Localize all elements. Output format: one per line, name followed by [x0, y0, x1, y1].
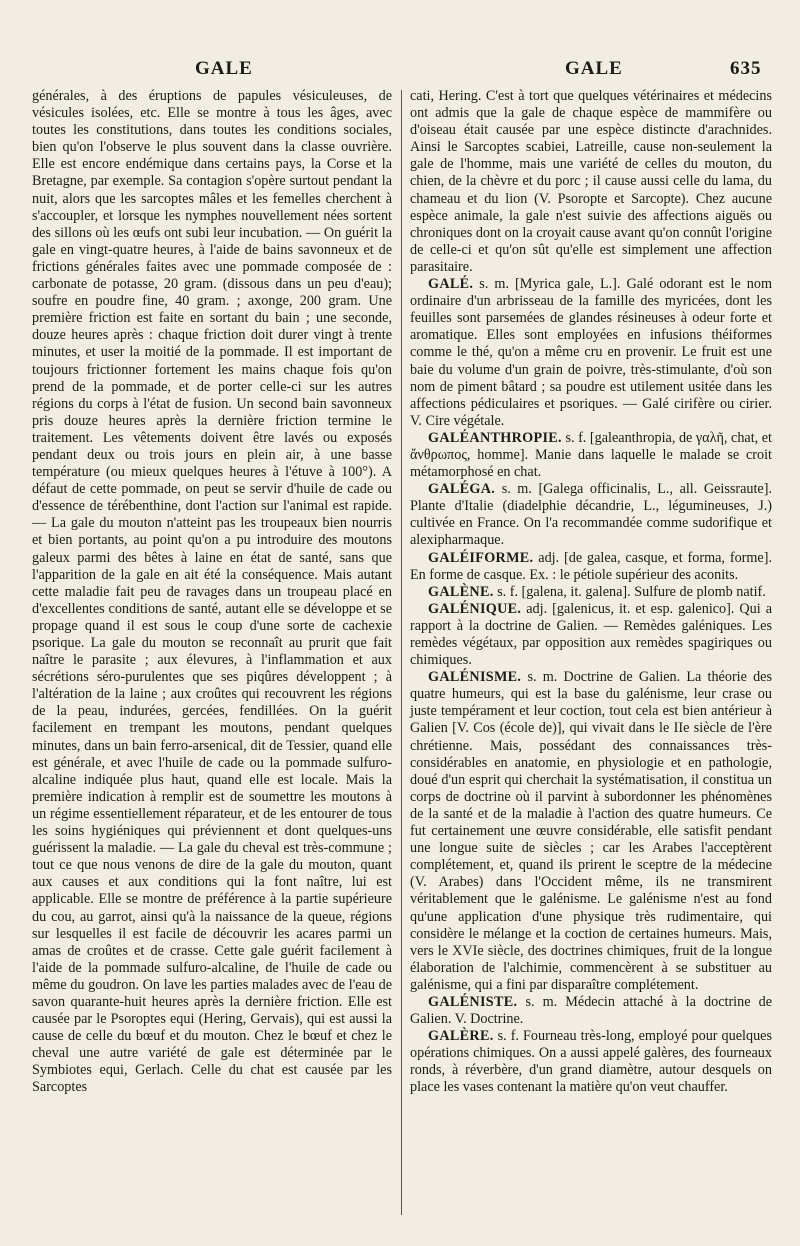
entry-gale-plant — [410, 276, 772, 430]
entry-galenisme — [410, 669, 772, 994]
entry-galeiforme — [410, 550, 772, 584]
left-column — [32, 88, 392, 1097]
headword: GALÉGA. — [428, 481, 496, 498]
entry-body: s. f. [galena, it. galena]. Sulfure de plomb natif. — [493, 583, 766, 600]
entry-body: s. m. Doctrine de Galien. La théorie des quatre humeurs, qui est la base du galénisme, leur crase ou juste tempérament et leur coction, tout cela est bien antérieur à Galien [V. Cos (école de)], qui vivait dans le IIe siècle de l'ère chrétienne. Mais, possédant des connaissances très-considérables en anatomie, en physiologie et en pathologie, doué d'un esprit qui cherchait la systématisation, il constitua un corps de doctrine où il parvint à subordonner les phénomènes de la santé et de la maladie à l'action des quatre humeurs. Ce fut certainement une œuvre considérable, elle satisfit pendant une longue suite de siècles ; car les Arabes l'acceptèrent complétement, et, quand ils prirent le sceptre de la médecine (V. Arabes) dans l'Occident même, ils ne transmirent véritablement que le galénisme. Le galénisme n'est au fond qu'une application d'une physique très rudimentaire, qui considère le mélange et la coction de certaines humeurs. Mais, vers le XVIe siècle, des doctrines chimiques, fruit de la longue élaboration de l'alchimie, commencèrent à se substituer au galénisme, qui a fini par disparaître complétement. — [410, 669, 772, 993]
running-header — [0, 58, 800, 84]
entry-galeniste — [410, 994, 772, 1028]
headword: GALÉIFORME. — [428, 549, 534, 566]
entry-body: cati, Hering. C'est à tort que quelques vétérinaires et médecins ont admis que la gale de chaque espèce de mammifère ou d'oiseau était causée par une espèce distincte d'arachnides. Ainsi le Sarcoptes scabiei, Latreille, cause non-seulement la gale de l'homme, mais une variété de celles du mouton, du chien, de la chèvre et du porc ; il cause aussi celle du lama, du chameau et du lion (V. Psoropte et Sarcopte). Chez aucune espèce animale, la gale n'est suivie des affections aiguës ou chroniques dont on la croyait cause avant qu'on connût l'origine de celle-ci et qu'on sût qu'elle est simplement une affection parasitaire. — [410, 88, 772, 275]
left-running-title: GALE — [195, 58, 253, 79]
column-divider — [401, 90, 402, 1215]
page-number: 635 — [730, 58, 762, 79]
entry-galene — [410, 584, 772, 601]
entry-galega — [410, 481, 772, 549]
continued-entry — [410, 88, 772, 276]
headword: GALÉ. — [428, 276, 474, 293]
entry-body: s. f. Fourneau très-long, employé pour quelques opérations chimiques. On a aussi appelé galères, des fourneaux ronds, à réverbère, d'un grand diamètre, autour desquels on place les vases contenant la matière qu'on veut chauffer. — [410, 1028, 772, 1096]
headword: GALÉNISME. — [428, 669, 522, 686]
headword: GALÉNIQUE. — [428, 600, 522, 617]
entry-galenique — [410, 601, 772, 669]
entry-galere — [410, 1028, 772, 1096]
entry-body: adj. [galenicus, it. et esp. galenico]. Qui a rapport à la doctrine de Galien. — Remèdes galéniques. Les remèdes végétaux, par opposition aux remèdes spagiriques ou chimiques. — [410, 600, 772, 669]
entry-body: adj. [de galea, casque, et forma, forme]. En forme de casque. Ex. : le pétiole supérieur des aconits. — [410, 549, 772, 583]
headword: GALÈRE. — [428, 1028, 494, 1045]
left-column-text: générales, à des éruptions de papules vésiculeuses, de vésicules isolées, etc. Elle se montre à tous les âges, avec toutes les constitutions, dans toutes les conditions sociales, bien qu'on l'observe le plus souvent dans la classe ouvrière. Elle est encore endémique dans certains pays, la Corse et la Bretagne, par exemple. Sa contagion s'opère surtout pendant la nuit, alors que les sarcoptes mâles et les femelles cherchent à s'accoupler, et lorsque les nymphes nouvellement nées sortent des sillons où les œufs ont subi leur incubation. — On guérit la gale en vingt-quatre heures, à l'aide de bains savonneux et de frictions générales faites avec une pommade composée de : carbonate de potasse, 20 gram. (dissous dans un peu d'eau); soufre en poudre fine, 40 gram. ; axonge, 200 gram. Une première friction est faite en sortant du bain ; une seconde, douze heures après : chaque friction doit durer vingt à trente minutes, et user la moitié de la pommade. Il est important de toujours frictionner fortement les mains chaque fois qu'on prend de la pommade, et de porter celle-ci sur les autres régions du corps à l'état de fusion. Un second bain savonneux pris douze heures après la dernière friction termine le traitement. Les vêtements doivent être lavés ou exposés pendant deux ou trois jours en plein air, à une basse température (ou mieux quelques heures à l'étuve à 100°). A défaut de cette pommade, on peut se servir d'huile de cade ou d'essence de térébenthine, dont l'action sur l'animal est rapide. — La gale du mouton n'atteint pas les troupeaux bien nourris et bien portants, au point qu'on a pu introduire des moutons galeux parmi des bêtes à laine en état de santé, sans que l'apparition de la gale en ait été la conséquence. Mais autant cette maladie fait peu de ravages dans un troupeau placé en d'excellentes conditions de santé, autant elle se développe et se propage quand il est sous le coup d'une sorte de cachexie psorique. La gale du mouton se reconnaît au prurit que fait naître le parasite ; aux élevures, à l'inflammation et aux sécrétions séro-purulentes que ses piqûres développent ; à l'altération de la laine ; aux croûtes qui recouvrent les régions de la peau, indurées, gercées, fendillées. On la guérit facilement en trempant les moutons, pendant quelques minutes, dans un bain ferro-arsenical, dit de Tessier, quand elle est générale, et avec l'huile de cade ou la pommade sulfuro-alcaline indiquée plus haut, quand elle est locale. Mais la première indication à remplir est de soumettre les moutons à un régime essentiellement réparateur, et de les entourer de tous les soins hygiéniques qui préviennent et dont quelques-uns guérissent la maladie. — La gale du cheval est très-commune ; tout ce que nous venons de dire de la gale du mouton, quant aux causes et aux conditions qui la font naître, lui est applicable. Elle se montre de préférence à la partie supérieure du cou, au garrot, ainsi qu'à la naissance de la queue, régions sur lesquelles il est facile de découvrir les acares parmi un amas de croûtes et de crasse. Cette gale guérit facilement à l'aide de la pommade sulfuro-alcaline, de l'huile de cade ou même du goudron. On lave les parties malades avec de l'eau de savon quarante-huit heures après la dernière friction. Elle est causée par le Psoroptes equi (Hering, Gervais), qui est aussi la cause de celle du bœuf et du mouton. Chez le bœuf et chez le cheval une autre variété de gale est déterminée par le Symbiotes equi, Gerlach. Celle du chat est causée par les Sarcoptes — [32, 88, 392, 1096]
headword: GALÈNE. — [428, 583, 494, 600]
entry-body: s. m. [Galega officinalis, L., all. Geissraute]. Plante d'Italie (diadelphie décandrie, L., légumineuses, J.) cultivée en France. On l'a recommandée comme sudorifique et alexipharmaque. — [410, 481, 772, 549]
headword: GALÉNISTE. — [428, 993, 518, 1010]
right-column — [410, 88, 772, 1097]
entry-body: s. m. [Myrica gale, L.]. Galé odorant est le nom ordinaire d'un arbrisseau de la famille des myricées, dont les feuilles sont parsemées de glandes résineuses à odeur forte et aromatique. Elles sont employées en infusions théiformes comme le thé, qu'on a même cru en provenir. Le fruit est une baie du volume d'un grain de poivre, très-stimulante, d'où son nom de piment bâtard ; sa poudre est utilement usitée dans les affections pédiculaires et psoriques. — Galé cirifère ou cirier. V. Cire végétale. — [410, 276, 772, 429]
entry-body: s. f. [galeanthropia, de γαλῆ, chat, et ἄνθρωπος, homme]. Manie dans laquelle le malade se croit métamorphosé en chat. — [410, 429, 772, 481]
right-running-title: GALE — [565, 58, 623, 79]
headword: GALÉANTHROPIE. — [428, 429, 562, 446]
entry-galeanthropie — [410, 430, 772, 481]
entry-body: s. m. Médecin attaché à la doctrine de Galien. V. Doctrine. — [410, 993, 772, 1028]
